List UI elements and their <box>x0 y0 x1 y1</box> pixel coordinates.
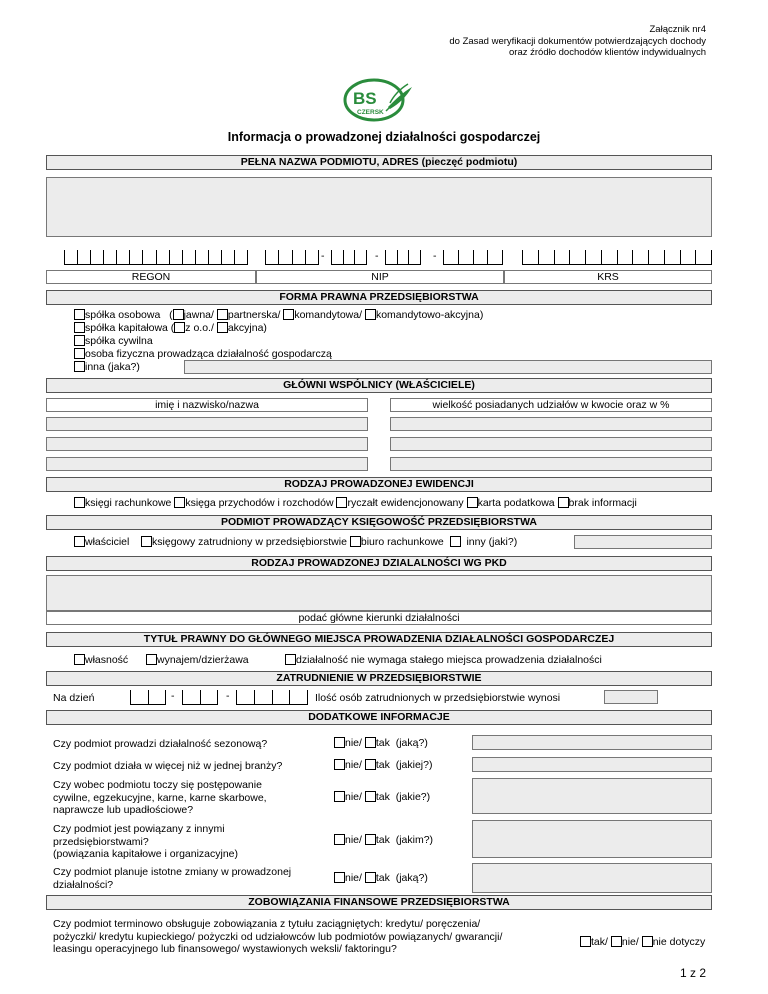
checkbox-partnerska[interactable] <box>217 309 228 320</box>
checkbox-liabilities-tak[interactable] <box>580 936 591 947</box>
attachment-desc-2: oraz źródło dochodów klientów indywidualnych <box>509 47 706 58</box>
attachment-desc-1: do Zasad weryfikacji dokumentów potwierdzających dochody <box>449 35 706 47</box>
liabilities-answer <box>580 936 705 948</box>
section-partners-header: GŁÓWNI WSPÓLNICY (WŁAŚCICIELE) <box>46 378 712 393</box>
records-options-row <box>74 497 637 509</box>
label-tak: tak <box>375 791 390 803</box>
answer-seasonal <box>334 737 428 749</box>
checkbox-wynajem[interactable] <box>146 654 157 665</box>
label-osobowa: spółka osobowa <box>85 309 161 321</box>
checkbox-seasonal-nie[interactable] <box>334 737 345 748</box>
nip-dash-2: - <box>375 250 379 262</box>
section-employment-header: ZATRUDNIENIE W PRZEDSIĘBIORSTWIE <box>46 671 712 686</box>
pkd-activity-field[interactable] <box>46 575 712 611</box>
checkbox-osobowa[interactable] <box>74 309 85 320</box>
label-partnerska: partnerska/ <box>227 309 281 321</box>
checkbox-ksiega-przychodow[interactable] <box>174 497 185 508</box>
label-bez-miejsca: działalność nie wymaga stałego miejsca prowadzenia działalności <box>296 654 602 666</box>
input-branches[interactable] <box>472 757 712 772</box>
employment-day[interactable] <box>130 690 166 705</box>
krs-label: KRS <box>504 270 712 284</box>
partner-name-3[interactable] <box>46 457 368 471</box>
checkbox-liabilities-nie[interactable] <box>611 936 622 947</box>
question-line: (powiązania kapitałowe i organizacyjne) <box>53 848 239 860</box>
label-ryczalt: ryczałt ewidencjonowany <box>347 497 464 509</box>
question-line: Czy podmiot jest powiązany z innymi <box>53 823 225 835</box>
employment-count-label: Ilość osób zatrudnionych w przedsiębiorstwie wynosi <box>315 692 561 704</box>
checkbox-brak-informacji[interactable] <box>558 497 569 508</box>
question-line: naprawcze lub upadłościowe? <box>53 804 194 816</box>
label-wlasciciel: właściciel <box>85 536 130 548</box>
partner-shares-3[interactable] <box>390 457 712 471</box>
checkbox-seasonal-tak[interactable] <box>365 737 376 748</box>
entity-name-address-field[interactable] <box>46 177 712 237</box>
checkbox-inna[interactable] <box>74 361 85 372</box>
checkbox-biuro-rachunkowe[interactable] <box>350 536 361 547</box>
label-komandytowo-akcyjna: komandytowo-akcyjna) <box>375 309 484 321</box>
question-line: cywilne, egzekucyjne, karne, karne skarbowe, <box>53 791 267 804</box>
employment-dash-1: - <box>171 690 175 702</box>
question-line: leasingu operacyjnego lub finansowego/ wystawionych weksli/ faktoringu? <box>53 943 397 955</box>
employment-dash-2: - <box>226 690 230 702</box>
label-wynajem: wynajem/dzierżawa <box>157 654 249 666</box>
label-tak: tak <box>375 737 390 749</box>
attachment-number: Załącznik nr4 <box>649 24 706 35</box>
label-zoo: z o.o./ <box>185 322 214 334</box>
checkbox-karta-podatkowa[interactable] <box>467 497 478 508</box>
regon-label: REGON <box>46 270 256 284</box>
checkbox-wlasciciel[interactable] <box>74 536 85 547</box>
section-accounting-header: PODMIOT PROWADZĄCY KSIĘGOWOŚĆ PRZEDSIĘBIORSTWA <box>46 515 712 530</box>
label-jawna: jawna/ <box>183 309 214 321</box>
label-nie: nie/ <box>345 872 362 884</box>
section-liabilities-header: ZOBOWIĄZANIA FINANSOWE PRZEDSIĘBIORSTWA <box>46 895 712 910</box>
input-proceedings[interactable] <box>472 778 712 814</box>
employment-date-label: Na dzień <box>53 692 95 704</box>
checkbox-ryczalt[interactable] <box>336 497 347 508</box>
question-line: Czy podmiot planuje istotne zmiany w prowadzonej <box>53 866 292 878</box>
label-extra: (jaką?) <box>395 737 428 749</box>
nip-dash-3: - <box>433 250 437 262</box>
answer-related <box>334 834 433 846</box>
legal-title-own <box>74 654 128 666</box>
checkbox-zoo[interactable] <box>174 322 185 333</box>
section-legal-form-header: FORMA PRAWNA PRZEDSIĘBIORSTWA <box>46 290 712 305</box>
checkbox-proceedings-tak[interactable] <box>365 791 376 802</box>
answer-changes <box>334 872 428 884</box>
checkbox-bez-miejsca[interactable] <box>285 654 296 665</box>
section-legal-title-header: TYTUŁ PRAWNY DO GŁÓWNEGO MIEJSCA PROWADZENIA DZIAŁALNOŚCI GOSPODARCZEJ <box>46 632 712 647</box>
label-tak: tak/ <box>591 936 608 948</box>
label-osoba-fizyczna: osoba fizyczna prowadząca działalność gospodarczą <box>85 348 332 360</box>
checkbox-akcyjna[interactable] <box>217 322 228 333</box>
answer-proceedings <box>334 791 430 803</box>
checkbox-branches-tak[interactable] <box>365 759 376 770</box>
legal-form-civil-row <box>74 335 153 347</box>
label-nie: nie/ <box>345 791 362 803</box>
legal-form-individual-row <box>74 348 332 360</box>
logo-bs-text: BS <box>353 89 377 108</box>
logo-czersk-text: CZERSK <box>357 109 384 116</box>
nip-label: NIP <box>256 270 504 284</box>
input-related[interactable] <box>472 820 712 858</box>
checkbox-related-tak[interactable] <box>365 834 376 845</box>
label-extra: (jakie?) <box>395 791 431 803</box>
question-related <box>53 823 238 861</box>
label-biuro-rachunkowe: biuro rachunkowe <box>360 536 444 548</box>
question-line: pożyczki/ kredytu kupieckiego/ pożyczki od udziałowców lub podmiotów powiązanych/ gwarancji/ <box>53 930 503 943</box>
label-tak: tak <box>375 834 390 846</box>
label-inny: inny (jaki?) <box>466 536 518 548</box>
legal-title-no-place <box>285 654 602 666</box>
checkbox-proceedings-nie[interactable] <box>334 791 345 802</box>
section-entity-name-header: PEŁNA NAZWA PODMIOTU, ADRES (pieczęć podmiotu) <box>46 155 712 170</box>
label-extra: (jakim?) <box>395 834 434 846</box>
question-line: działalności? <box>53 878 114 891</box>
label-kapitalowa: spółka kapitałowa ( <box>85 322 175 334</box>
checkbox-changes-tak[interactable] <box>365 872 376 883</box>
label-tak: tak <box>375 872 390 884</box>
nip-digits-3[interactable] <box>385 250 421 265</box>
checkbox-cywilna[interactable] <box>74 335 85 346</box>
label-cywilna: spółka cywilna <box>85 335 153 347</box>
document-title: Informacja o prowadzonej działalności gospodarczej <box>227 130 541 144</box>
label-wlasnosc: własność <box>85 654 129 666</box>
checkbox-komandytowo-akcyjna[interactable] <box>365 309 376 320</box>
legal-title-rent <box>146 654 249 666</box>
nip-digits-1[interactable] <box>265 250 319 265</box>
partners-col-shares: wielkość posiadanych udziałów w kwocie oraz w % <box>390 398 712 412</box>
question-changes <box>53 866 291 891</box>
section-pkd-header: RODZAJ PROWADZONEJ DZIALALNOŚCI WG PKD <box>46 556 712 571</box>
partner-shares-1[interactable] <box>390 417 712 431</box>
checkbox-komandytowa[interactable] <box>283 309 294 320</box>
nip-digits-4[interactable] <box>443 250 503 265</box>
label-nie: nie/ <box>345 759 362 771</box>
checkbox-ksiegowy[interactable] <box>141 536 152 547</box>
employment-year[interactable] <box>236 690 308 705</box>
checkbox-osoba-fizyczna[interactable] <box>74 348 85 359</box>
krs-digits[interactable] <box>522 250 712 265</box>
question-line: Czy wobec podmiotu toczy się postępowanie <box>53 779 262 791</box>
label-tak: tak <box>375 759 390 771</box>
checkbox-liabilities-nie-dotyczy[interactable] <box>642 936 653 947</box>
label-inna: inna (jaka?) <box>85 361 140 373</box>
label-ksiega-przychodow: księga przychodów i rozchodów <box>185 497 334 509</box>
label-ksiegowy: księgowy zatrudniony w przedsiębiorstwie <box>152 536 347 548</box>
section-additional-header: DODATKOWE INFORMACJE <box>46 710 712 725</box>
partner-name-2[interactable] <box>46 437 368 451</box>
question-proceedings <box>53 779 267 817</box>
label-ksiegi-rachunkowe: księgi rachunkowe <box>85 497 172 509</box>
label-akcyjna: akcyjna) <box>227 322 267 334</box>
checkbox-related-nie[interactable] <box>334 834 345 845</box>
regon-digits[interactable] <box>64 250 248 265</box>
label-extra: (jakiej?) <box>395 759 433 771</box>
partner-shares-2[interactable] <box>390 437 712 451</box>
partners-col-name: imię i nazwisko/nazwa <box>46 398 368 412</box>
checkbox-changes-nie[interactable] <box>334 872 345 883</box>
label-nie: nie/ <box>621 936 639 948</box>
label-nie: nie/ <box>345 834 362 846</box>
accounting-options-row <box>74 536 517 548</box>
legal-form-other-row <box>74 361 140 373</box>
label-komandytowa: komandytowa/ <box>294 309 363 321</box>
employment-count-input[interactable] <box>604 690 658 704</box>
question-seasonal: Czy podmiot prowadzi działalność sezonową? <box>53 738 268 750</box>
attachment-header <box>449 24 706 59</box>
checkbox-kapitalowa[interactable] <box>74 322 85 333</box>
question-line: przedsiębiorstwami? <box>53 835 149 848</box>
paren-open: ( <box>169 309 173 321</box>
checkbox-ksiegi-rachunkowe[interactable] <box>74 497 85 508</box>
input-seasonal[interactable] <box>472 735 712 750</box>
answer-branches <box>334 759 432 771</box>
nip-digits-2[interactable] <box>331 250 367 265</box>
accounting-other-input[interactable] <box>574 535 712 549</box>
page-number: 1 z 2 <box>679 966 706 980</box>
employment-month[interactable] <box>182 690 218 705</box>
checkbox-jawna[interactable] <box>173 309 184 320</box>
label-brak-informacji: brak informacji <box>568 497 637 509</box>
question-branches: Czy podmiot działa w więcej niż w jednej branży? <box>53 760 283 772</box>
liabilities-question <box>53 918 502 956</box>
partner-name-1[interactable] <box>46 417 368 431</box>
pkd-activity-label: podać główne kierunki działalności <box>46 611 712 625</box>
legal-form-partnership-row <box>74 309 483 321</box>
label-nie-dotyczy: nie dotyczy <box>652 936 706 948</box>
nip-dash-1: - <box>321 250 325 262</box>
legal-form-other-input[interactable] <box>184 360 712 374</box>
checkbox-branches-nie[interactable] <box>334 759 345 770</box>
question-line: Czy podmiot terminowo obsługuje zobowiązania z tytułu zaciągniętych: kredytu/ poręczenia/ <box>53 918 481 930</box>
bank-logo <box>342 77 416 123</box>
checkbox-wlasnosc[interactable] <box>74 654 85 665</box>
checkbox-inny[interactable] <box>450 536 461 547</box>
label-karta-podatkowa: karta podatkowa <box>477 497 555 509</box>
input-changes[interactable] <box>472 863 712 893</box>
label-nie: nie/ <box>345 737 362 749</box>
label-extra: (jaką?) <box>395 872 428 884</box>
section-records-header: RODZAJ PROWADZONEJ EWIDENCJI <box>46 477 712 492</box>
legal-form-capital-row <box>74 322 267 334</box>
